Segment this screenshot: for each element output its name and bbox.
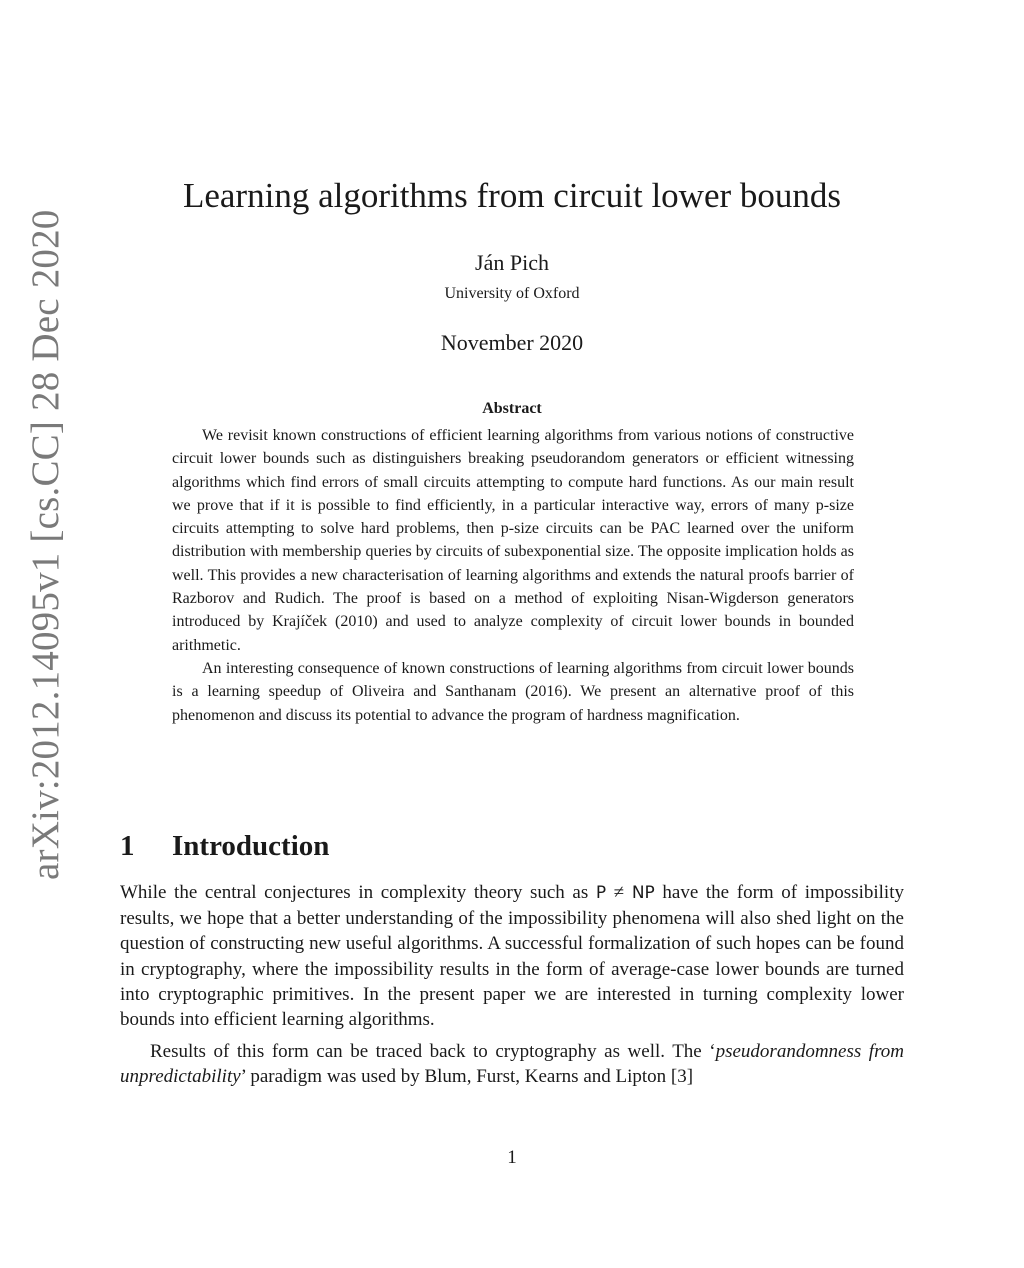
author-affiliation: University of Oxford — [444, 285, 580, 302]
math-np: NP — [631, 883, 655, 903]
abstract-heading: Abstract — [482, 400, 542, 417]
body-text-span: ’ paradigm was used by Blum, Furst, Kearns and Lipton [3] — [240, 1066, 694, 1088]
section-number: 1 — [120, 830, 135, 862]
body-text-span: While the central conjectures in complexity theory such as — [120, 882, 596, 903]
author-name: Ján Pich — [475, 250, 549, 275]
section-heading — [120, 826, 329, 866]
body-text — [120, 880, 904, 1090]
italic-phrase: pseudorandomness from unpredictability — [120, 1041, 904, 1088]
arxiv-side-stamp: arXiv:2012.14095v1 [cs.CC] 28 Dec 2020 — [24, 209, 67, 880]
paper-date: November 2020 — [440, 330, 584, 355]
math-neq: ≠ — [606, 882, 632, 903]
section-title: Introduction — [172, 830, 330, 862]
body-paragraph-2 — [120, 1039, 904, 1089]
page-number: 1 — [507, 1147, 517, 1168]
body-text-span: have the form of impossibility results, we hope that a better understanding of the impossibility phenomena will also shed light on the question of constructing new useful algorithms. A successful formalization of such hopes can be found in cryptography, where the impossibility results in the form of average-case lower bounds are turned into cryptographic primitives. In the present paper we are interested in turning complexity lower bounds into efficient learning algorithms. — [120, 882, 904, 1031]
abstract-paragraph-1: We revisit known constructions of efficient learning algorithms from various notions of constructive circuit lower bounds such as distinguishers breaking pseudorandom generators or efficient witnessing algorithms which find errors of small circuits attempting to compute hard functions. As our main result we prove that if it is possible to find efficiently, in a particular interactive way, errors of many p-size circuits attempting to solve hard problems, then p-size circuits can be PAC learned over the uniform distribution with membership queries by circuits of subexponential size. The opposite implication holds as well. This provides a new characterisation of learning algorithms and extends the natural proofs barrier of Razborov and Rudich. The proof is based on a method of exploiting Nisan-Wigderson generators introduced by Krajíček (2010) and used to analyze complexity of circuit lower bounds in bounded arithmetic. — [172, 427, 854, 654]
paper-title: Learning algorithms from circuit lower bounds — [182, 176, 842, 215]
abstract-body — [172, 424, 854, 727]
body-paragraph-1 — [120, 880, 904, 1032]
math-p: P — [595, 883, 607, 903]
abstract-paragraph-2: An interesting consequence of known constructions of learning algorithms from circuit lower bounds is a learning speedup of Oliveira and Santhanam (2016). We present an alternative proof of this phenomenon and discuss its potential to advance the program of hardness magnification. — [172, 659, 854, 724]
body-text-span: Results of this form can be traced back to cryptography as well. The ‘ — [150, 1041, 716, 1063]
